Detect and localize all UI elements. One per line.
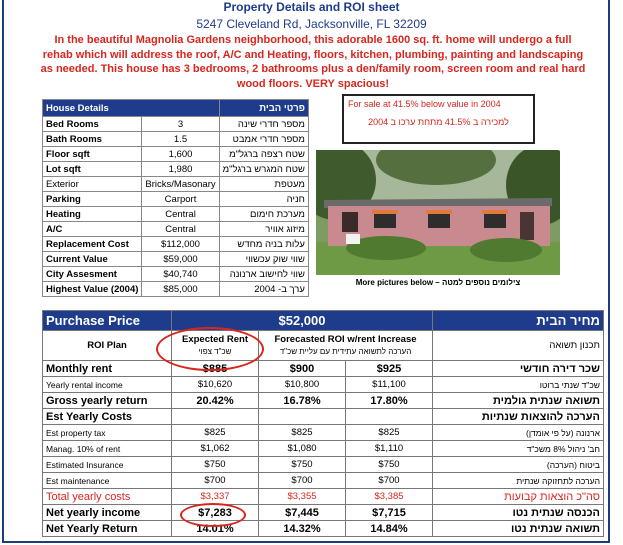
table-row — [43, 505, 604, 521]
purchase-price-row — [43, 311, 604, 331]
row-label: Estimated Insurance — [43, 457, 172, 473]
row-label-he: חב' ניהול 8% משכ"ד — [433, 441, 604, 457]
detail-value: 3 — [142, 117, 219, 132]
detail-label-he: חניה — [219, 192, 308, 207]
expected-rent-label: Expected Rent — [182, 333, 248, 345]
table-row — [43, 489, 604, 505]
row-label-he: ארנונה (על פי אומדן) — [433, 425, 604, 441]
value-forecast-1: $1,080 — [259, 441, 346, 457]
table-row — [43, 207, 309, 222]
detail-label-he: שווי לחישוב ארנונה — [219, 267, 308, 282]
table-row — [43, 473, 604, 489]
detail-label: City Assesment — [43, 267, 142, 282]
page-title: Property Details and ROI sheet — [223, 0, 400, 14]
expected-rent-label-he: שכ"ד צפוי — [198, 346, 232, 356]
net-return-highlight — [180, 503, 246, 527]
detail-value: 1,600 — [142, 147, 219, 162]
detail-label-he: שטח רצפה ברגל"מ — [219, 147, 308, 162]
photo-caption: More pictures below – צילומים נוספים למטה — [355, 278, 521, 287]
value-forecast-1: 14.32% — [259, 521, 346, 537]
detail-label: Lot sqft — [43, 162, 142, 177]
sale-note-he: למכירה ב 41.5% מתחת ערכו ב 2004 — [368, 117, 509, 127]
row-label-he: הערכה לתחזוקה שנתית — [433, 473, 604, 489]
table-row — [43, 147, 309, 162]
detail-label-he: שטח המגרש ברגל"מ — [219, 162, 308, 177]
table-row — [43, 457, 604, 473]
roi-plan-header — [43, 331, 604, 361]
forecast-label-he: הערכה לתשואה עתידית עם עליית שכ"ד — [279, 346, 412, 356]
table-row — [43, 222, 309, 237]
detail-label-he: מספר חדרי שינה — [219, 117, 308, 132]
empty-cell — [172, 409, 259, 425]
detail-value: Central — [142, 207, 219, 222]
value-forecast-1: 16.78% — [259, 393, 346, 409]
value-expected: $700 — [172, 473, 259, 489]
detail-label-he: מערכת חימום — [219, 207, 308, 222]
empty-cell — [346, 409, 433, 425]
value-expected: $825 — [172, 425, 259, 441]
value-forecast-1: $7,445 — [259, 505, 346, 521]
value-forecast-2: $750 — [346, 457, 433, 473]
detail-value: $85,000 — [142, 282, 219, 297]
empty-cell — [259, 409, 346, 425]
value-expected: $10,620 — [172, 377, 259, 393]
detail-label: Exterior — [43, 177, 142, 192]
row-label: Est Yearly Costs — [43, 409, 172, 425]
row-label: Monthly rent — [43, 361, 172, 377]
value-forecast-2: $700 — [346, 473, 433, 489]
purchase-price-value: $52,000 — [172, 311, 433, 331]
detail-label: Bed Rooms — [43, 117, 142, 132]
value-forecast-1: $825 — [259, 425, 346, 441]
house-details-title: House Details — [43, 100, 220, 117]
detail-label: Floor sqft — [43, 147, 142, 162]
value-forecast-2: $11,100 — [346, 377, 433, 393]
detail-label: A/C — [43, 222, 142, 237]
table-row — [43, 441, 604, 457]
row-label: Manag. 10% of rent — [43, 441, 172, 457]
value-expected: $3,337 — [172, 489, 259, 505]
house-details-table — [42, 99, 309, 297]
table-row — [43, 252, 309, 267]
table-row — [43, 267, 309, 282]
expected-rent-highlight — [156, 327, 264, 371]
row-label-he: הכנסה שנתית נטו — [433, 505, 604, 521]
row-label-he: ביטוח (הערכה) — [433, 457, 604, 473]
purchase-price-label: Purchase Price — [43, 311, 172, 331]
value-expected: $7,283 — [172, 505, 259, 521]
row-label: Net yearly income — [43, 505, 172, 521]
table-row — [43, 132, 309, 147]
row-label-he: שכר דירה חודשי — [433, 361, 604, 377]
row-label: Est property tax — [43, 425, 172, 441]
row-label: Est maintenance — [43, 473, 172, 489]
value-forecast-1: $750 — [259, 457, 346, 473]
house-photo-illustration — [316, 150, 560, 275]
detail-label: Heating — [43, 207, 142, 222]
detail-label-he: ערך ב- 2004 — [219, 282, 308, 297]
table-row — [43, 282, 309, 297]
detail-value: Bricks/Masonary — [142, 177, 219, 192]
house-photo[interactable] — [316, 150, 560, 275]
detail-label: Highest Value (2004) — [43, 282, 142, 297]
house-details-title-he: פרטי הבית — [219, 100, 308, 117]
detail-value: $40,740 — [142, 267, 219, 282]
row-label-he: תשואה שנתית נטו — [433, 521, 604, 537]
table-row — [43, 425, 604, 441]
row-label: Total yearly costs — [43, 489, 172, 505]
table-row — [43, 377, 604, 393]
sale-note-box — [342, 94, 535, 144]
value-forecast-2: $925 — [346, 361, 433, 377]
row-label-he: סה"כ הוצאות קבועות — [433, 489, 604, 505]
value-forecast-1: $900 — [259, 361, 346, 377]
table-row — [43, 192, 309, 207]
detail-value: Central — [142, 222, 219, 237]
detail-label-he: מיזוג אוויר — [219, 222, 308, 237]
detail-label-he: עלות בניה מחדש — [219, 237, 308, 252]
row-label-he: שכ"ד שנתי ברוטו — [433, 377, 604, 393]
value-forecast-1: $10,800 — [259, 377, 346, 393]
table-row — [43, 393, 604, 409]
table-row — [43, 117, 309, 132]
value-forecast-2: $3,385 — [346, 489, 433, 505]
property-description: In the beautiful Magnolia Gardens neighborhood, this adorable 1600 sq. ft. home will undergo a full rehab which will address the roof, A/C and Heating, floors, kitchen, plumbing, painting and landscaping as needed. This house has 3 bedrooms, 2 bathrooms plus a den/family room, screen room and real hard wood floors. VERY spacious! — [40, 34, 586, 90]
table-row — [43, 409, 604, 425]
detail-value: 1.5 — [142, 132, 219, 147]
row-label-he: תשואה שנתית גולמית — [433, 393, 604, 409]
value-expected: 20.42% — [172, 393, 259, 409]
table-row — [43, 177, 309, 192]
table-row — [43, 162, 309, 177]
forecast-label: Forecasted ROI w/rent Increase — [274, 333, 417, 345]
value-forecast-1: $3,355 — [259, 489, 346, 505]
detail-label: Current Value — [43, 252, 142, 267]
roi-plan-label-he: תכנון תשואה — [433, 331, 604, 361]
detail-label: Replacement Cost — [43, 237, 142, 252]
value-expected: $750 — [172, 457, 259, 473]
roi-plan-label: ROI Plan — [43, 331, 172, 361]
table-row — [43, 361, 604, 377]
detail-label-he: מעטפת — [219, 177, 308, 192]
table-row — [43, 237, 309, 252]
value-forecast-1: $700 — [259, 473, 346, 489]
detail-label-he: שווי שוק עכשווי — [219, 252, 308, 267]
detail-value: 1,980 — [142, 162, 219, 177]
value-forecast-2: $7,715 — [346, 505, 433, 521]
detail-label-he: מספר חדרי אמבט — [219, 132, 308, 147]
value-forecast-2: $825 — [346, 425, 433, 441]
value-expected: $885 — [172, 361, 259, 377]
detail-label: Bath Rooms — [43, 132, 142, 147]
value-forecast-2: 17.80% — [346, 393, 433, 409]
detail-label: Parking — [43, 192, 142, 207]
detail-value: Carport — [142, 192, 219, 207]
value-expected: 14.01% — [172, 521, 259, 537]
detail-value: $59,000 — [142, 252, 219, 267]
sale-note-en: For sale at 41.5% below value in 2004 — [348, 99, 501, 109]
row-label: Yearly rental income — [43, 377, 172, 393]
roi-table — [42, 310, 604, 537]
table-row — [43, 521, 604, 537]
detail-value: $112,000 — [142, 237, 219, 252]
row-label: Gross yearly return — [43, 393, 172, 409]
row-label-he: הערכה להוצאות שנתיות — [433, 409, 604, 425]
value-forecast-2: 14.84% — [346, 521, 433, 537]
purchase-price-label-he: מחיר הבית — [433, 311, 604, 331]
row-label: Net Yearly Return — [43, 521, 172, 537]
property-address: 5247 Cleveland Rd, Jacksonville, FL 32209 — [196, 17, 427, 31]
forecast-header — [259, 331, 433, 361]
value-expected: $1,062 — [172, 441, 259, 457]
value-forecast-2: $1,110 — [346, 441, 433, 457]
